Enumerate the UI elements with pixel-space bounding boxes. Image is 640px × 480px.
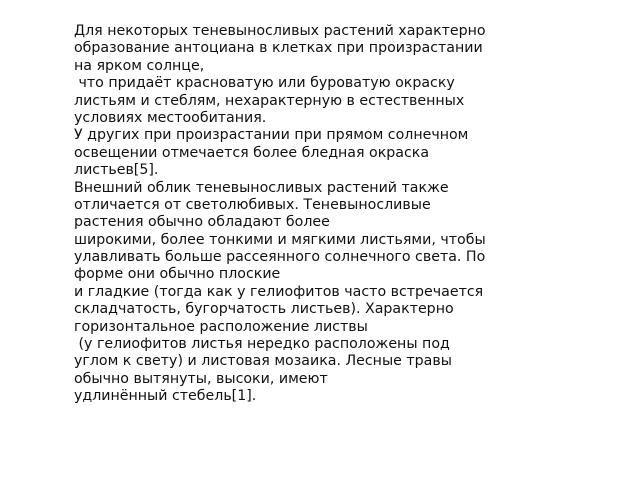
text-line: образование антоциана в клетках при произрастании	[74, 40, 483, 57]
text-line: отличается от светолюбивых. Теневыносливые	[74, 196, 431, 213]
text-line: листьев[5].	[74, 162, 159, 179]
text-line: У других при произрастании при прямом солнечном	[74, 127, 469, 144]
text-line: обычно вытянуты, высоки, имеют	[74, 370, 328, 387]
body-text	[74, 23, 544, 406]
text-line: форме они обычно плоские	[74, 266, 281, 283]
text-line: горизонтальное расположение листвы	[74, 318, 368, 335]
text-line: улавливать больше рассеянного солнечного света. По	[74, 249, 486, 266]
text-line: складчатость, бугорчатость листьев). Характерно	[74, 301, 454, 318]
text-line: удлинённый стебель[1].	[74, 388, 257, 405]
text-line: и гладкие (тогда как у гелиофитов часто встречается	[74, 283, 484, 300]
text-line: Для некоторых теневыносливых растений характерно	[74, 23, 486, 39]
text-line: Внешний облик теневыносливых растений также	[74, 179, 449, 196]
text-line: углом к свету) и листовая мозаика. Лесные травы	[74, 353, 452, 370]
text-line: широкими, более тонкими и мягкими листьями, чтобы	[74, 231, 486, 248]
text-line: растения обычно обладают более	[74, 214, 330, 231]
text-line: что придаёт красноватую или буроватую окраску	[74, 75, 455, 92]
text-line: условиях местообитания.	[74, 109, 267, 126]
text-line: на ярком солнце,	[74, 57, 205, 74]
text-line: (у гелиофитов листья нередко расположены под	[74, 336, 450, 353]
text-line: освещении отмечается более бледная окраска	[74, 144, 430, 161]
text-line: листьям и стеблям, нехарактерную в естественных	[74, 92, 465, 109]
